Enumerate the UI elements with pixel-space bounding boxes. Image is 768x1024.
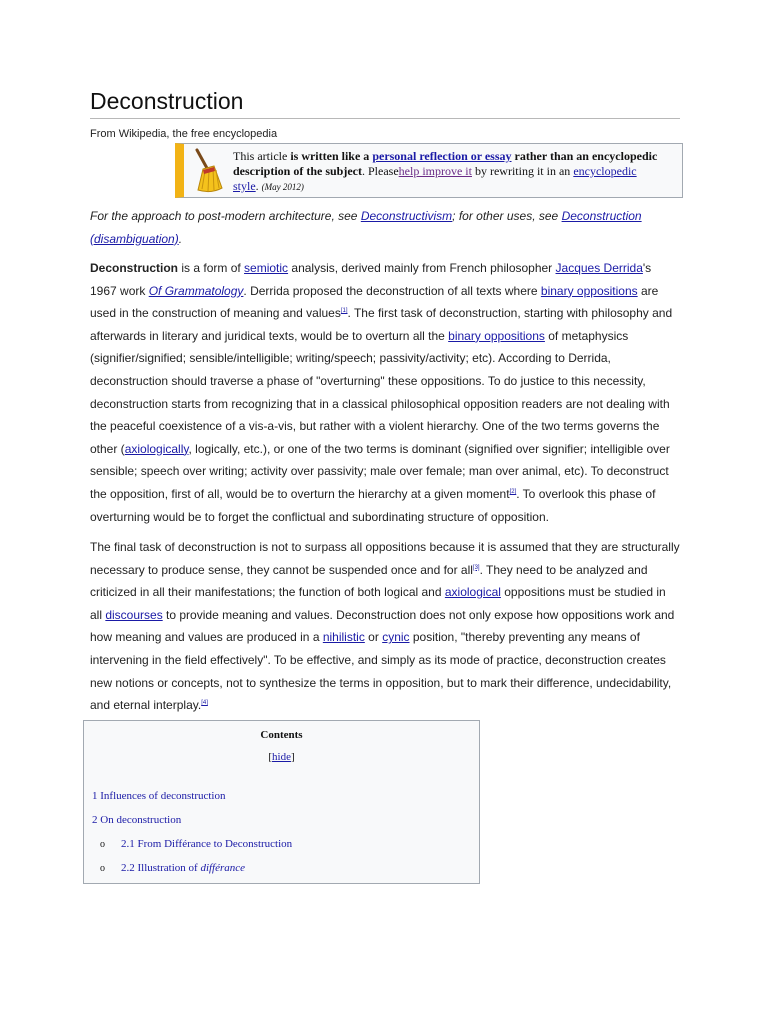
page-subtitle: From Wikipedia, the free encyclopedia [90, 128, 278, 140]
para-text: , logically, etc.), or one of the two terms is dominant (signified over signifier; intelligible over sensible; speech over writing; activity over passivity; male over female; man over animal, etc). To deconstruct the opposition, first of all, would be to overturn the hierarchy at a given moment [90, 441, 670, 501]
para-text: . They need to be analyzed and criticized in all their manifestations; the function of both logical and [90, 562, 648, 600]
para-text: oppositions must be studied in all [90, 585, 666, 622]
semiotic-link[interactable]: semiotic [244, 261, 289, 275]
toc-bullet: o [100, 863, 105, 874]
para-text: to provide meaning and values. Deconstruction does not only expose how oppositions work and how meaning and values are produced in a [90, 607, 675, 645]
broom-icon [193, 148, 223, 194]
toc-hide-link[interactable]: hide [272, 751, 291, 763]
toc-item-label-italic: différance [200, 862, 246, 874]
jacques-derrida-link[interactable]: Jacques Derrida [555, 261, 643, 275]
toc-item-influences[interactable]: 1 Influences of deconstruction [92, 790, 226, 802]
reference-1-link[interactable]: [1] [340, 308, 348, 315]
reference-3-link[interactable]: [3] [472, 564, 480, 571]
para-text: 's 1967 work [90, 261, 652, 298]
reference-2-link[interactable]: [2] [509, 488, 517, 495]
notice-date: (May 2012) [261, 182, 304, 192]
reference-4-link[interactable]: [4] [201, 700, 208, 707]
encyclopedic-style-link[interactable]: encyclopedic style [233, 164, 637, 193]
notice-text: is written like a [290, 149, 373, 163]
hatnote [90, 205, 680, 250]
notice-text: by rewriting it in an [471, 164, 574, 178]
toc-bullet: o [100, 839, 105, 850]
notice-text: . Please [362, 164, 399, 178]
para-text: . Derrida proposed the deconstruction of all texts where [243, 283, 541, 298]
hatnote-text: For the approach to post-modern architecture, see [90, 209, 361, 223]
of-grammatology-link[interactable]: Of Grammatology [148, 283, 244, 298]
bracket: [ [268, 751, 273, 763]
para-text: analysis, derived mainly from French philosopher [288, 261, 556, 275]
binary-oppositions-link[interactable]: binary oppositions [448, 328, 545, 343]
style-notice-box [175, 143, 683, 198]
notice-text: This article [233, 149, 291, 163]
discourses-link[interactable]: discourses [105, 607, 163, 622]
term-bold: Deconstruction [90, 261, 179, 275]
toc-item-on-deconstruction[interactable]: 2 On deconstruction [92, 814, 182, 826]
hatnote-text: ; for other uses, see [452, 209, 562, 223]
deconstruction-disambiguation-link[interactable]: Deconstruction (disambiguation) [90, 209, 642, 246]
toc-item-illustration-of-differance[interactable] [121, 862, 245, 874]
axiologically-link[interactable]: axiologically [124, 441, 189, 456]
para-text: of metaphysics (signifier/signified; sensible/intelligible; writing/speech; passivity/activity; etc). According to Derrida, deconstruction should traverse a phase of "overturning" these oppositions. To do justice to this necessity, deconstruction starts from recognizing that in a classical philosophical opposition readers are not dealing with the peaceful coexistence of a vis-a-vis, but rather with a violent hierarchy. One of the two terms governs the other ( [90, 328, 670, 456]
toc-hide-control [84, 751, 479, 763]
deconstructivism-link[interactable]: Deconstructivism [360, 209, 453, 223]
table-of-contents [83, 720, 480, 884]
para-text: or [364, 630, 383, 645]
bracket: ] [290, 751, 295, 763]
axiological-link[interactable]: axiological [444, 585, 501, 600]
nihilistic-link[interactable]: nihilistic [322, 630, 365, 645]
intro-paragraph [90, 257, 680, 528]
notice-text: . [255, 179, 262, 193]
cynic-link[interactable]: cynic [382, 630, 410, 645]
para-text: is a form of [178, 261, 245, 275]
notice-text: rather than an encyclopedic description of the subject [233, 149, 658, 178]
help-improve-link[interactable]: help improve it [398, 164, 472, 178]
binary-oppositions-link[interactable]: binary oppositions [540, 283, 638, 298]
page-title: Deconstruction [90, 88, 680, 119]
personal-reflection-link[interactable]: personal reflection or essay [372, 149, 512, 163]
para-text: . To overlook this phase of overturning would be to forget the conflictual and subordinating structure of opposition. [90, 486, 656, 524]
para-text: . The first task of deconstruction, starting with philosophy and afterwards in literary and juridical texts, would be to overturn all the [90, 306, 673, 343]
toc-item-label: 2.2 Illustration of [121, 862, 201, 874]
toc-title: Contents [260, 729, 303, 741]
toc-item-differance-to-deconstruction[interactable]: 2.1 From Différance to Deconstruction [121, 838, 293, 850]
style-notice-text [233, 149, 663, 195]
para-text: are used in the construction of meaning and values [90, 283, 659, 321]
para-text: The final task of deconstruction is not to surpass all oppositions because it is assumed that they are structurally necessary to produce sense, they cannot be suspended once and for all [90, 540, 680, 577]
hatnote-text: . [178, 231, 183, 246]
final-task-paragraph [90, 536, 680, 717]
para-text: position, "thereby preventing any means of intervening in the field effectively". To be effective, and simply as its mode of practice, deconstruction creates new notions or concepts, not to synthesize the terms in opposition, but to mark their difference, undecidability, and eternal interplay. [90, 630, 672, 713]
